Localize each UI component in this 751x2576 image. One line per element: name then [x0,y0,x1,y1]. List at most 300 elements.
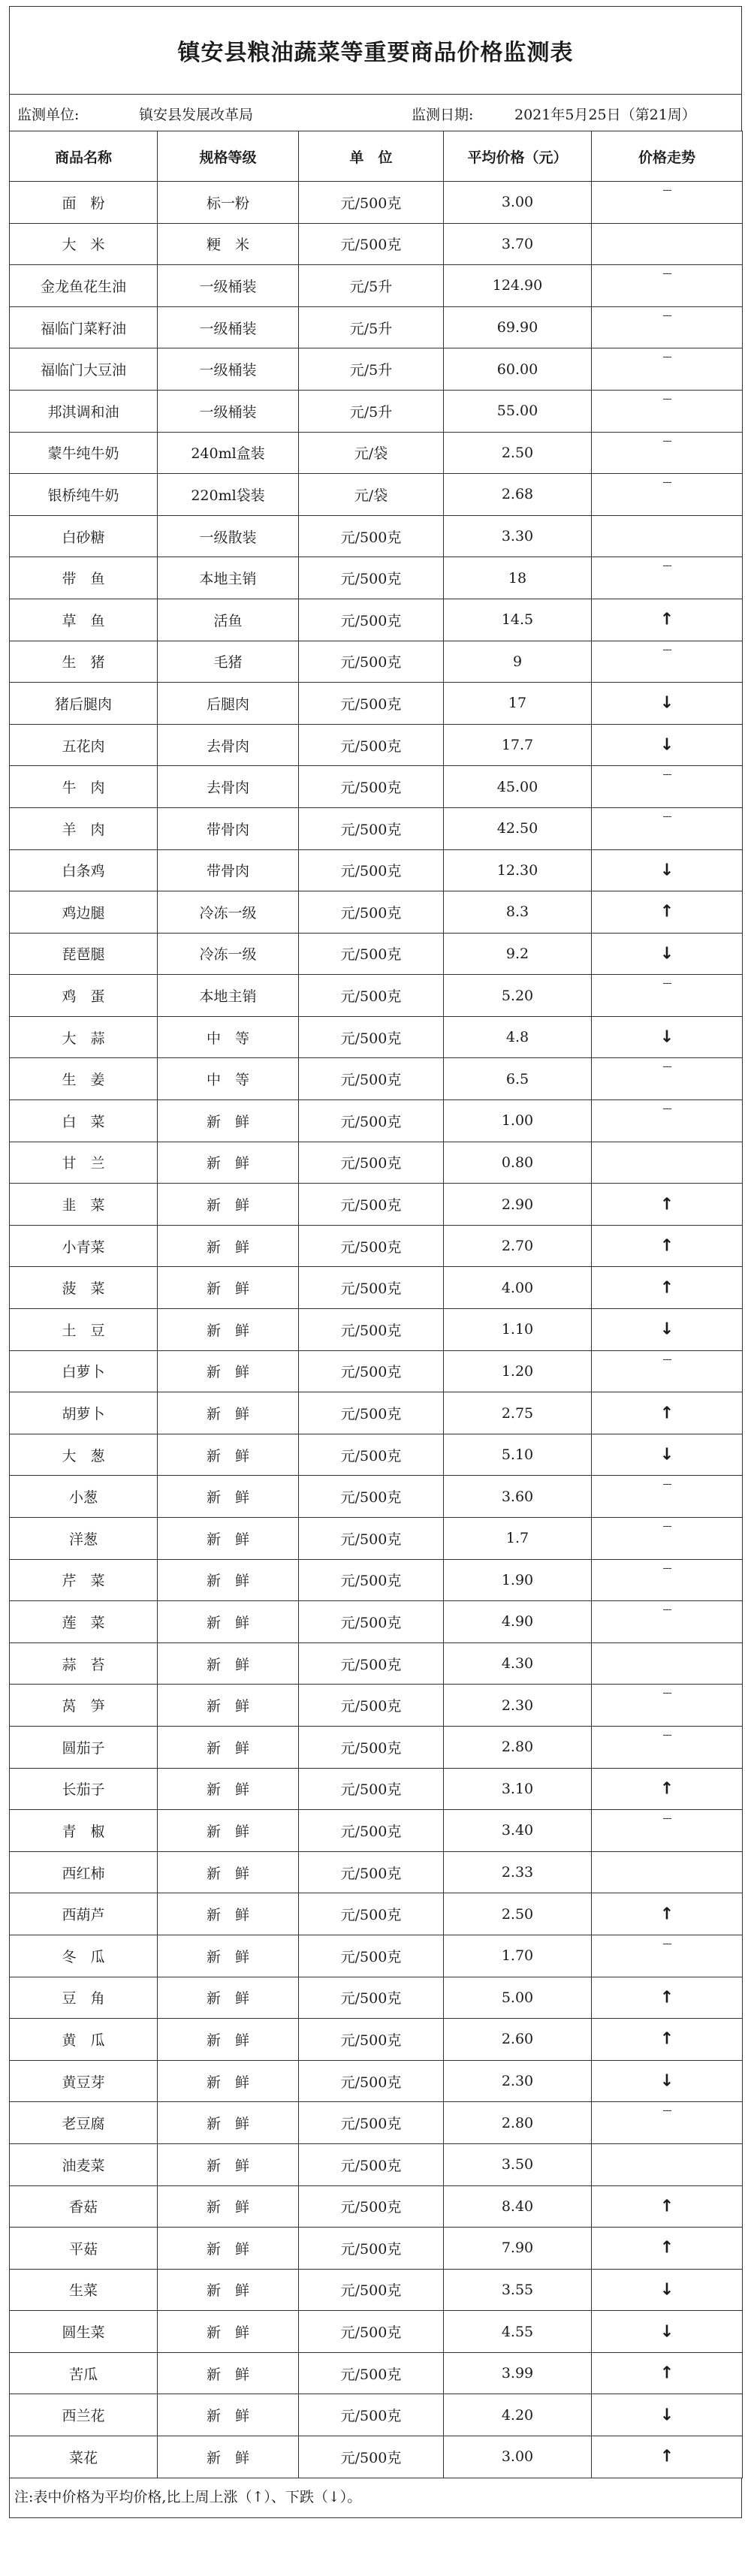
cell-price: 2.70 [444,1225,592,1267]
cell-trend [592,1476,743,1518]
trend-down-icon: ↓ [659,735,674,755]
cell-unit: 元/500克 [299,1642,444,1685]
trend-flat-mark: --- [662,1521,671,1532]
cell-spec: 新 鲜 [158,1142,299,1184]
cell-price: 3.70 [444,223,592,265]
cell-name: 菠 菜 [10,1267,158,1309]
col-header-spec: 规格等级 [158,131,299,182]
cell-unit: 元/500克 [299,2311,444,2353]
table-row [10,2311,743,2353]
cell-price: 124.90 [444,265,592,307]
cell-price: 8.40 [444,2185,592,2228]
cell-price: 12.30 [444,849,592,891]
cell-trend [592,1935,743,1977]
cell-price: 2.80 [444,2102,592,2144]
date-value: 2021年5月25日（第21周） [514,107,696,123]
table-row [10,515,743,557]
trend-up-icon: ↑ [659,1779,674,1799]
cell-price: 1.20 [444,1350,592,1392]
cell-name: 豆 角 [10,1977,158,2019]
cell-spec: 新 鲜 [158,1267,299,1309]
cell-unit: 元/袋 [299,474,444,516]
cell-spec: 一级桶装 [158,306,299,348]
table-body [10,182,743,2478]
table-row [10,1893,743,1935]
cell-name: 猪后腿肉 [10,683,158,725]
cell-unit: 元/500克 [299,1768,444,1810]
cell-price: 9.2 [444,933,592,975]
cell-price: 3.99 [444,2352,592,2394]
cell-trend [592,933,743,975]
trend-flat-mark: --- [662,1729,671,1741]
cell-trend [592,557,743,599]
cell-price: 45.00 [444,766,592,808]
cell-name: 平菇 [10,2228,158,2270]
table-row [10,2394,743,2436]
cell-trend [592,1768,743,1810]
cell-name: 莲 菜 [10,1601,158,1643]
table-row [10,807,743,849]
trend-up-icon: ↑ [659,1195,674,1214]
cell-trend [592,432,743,474]
table-row [10,265,743,307]
table-row [10,2436,743,2478]
cell-trend [592,1100,743,1142]
cell-trend [592,1434,743,1476]
cell-trend [592,1559,743,1601]
table-row [10,1935,743,1977]
cell-name: 冬 瓜 [10,1935,158,1977]
trend-up-icon: ↑ [659,902,674,922]
table-row [10,1058,743,1100]
unit-label: 监测单位: [17,107,80,123]
trend-down-icon: ↓ [659,861,674,880]
cell-name: 福临门菜籽油 [10,306,158,348]
cell-trend [592,2102,743,2144]
cell-name: 带 鱼 [10,557,158,599]
cell-unit: 元/500克 [299,1100,444,1142]
trend-flat-mark: --- [662,1479,671,1491]
table-row [10,182,743,224]
cell-name: 金龙鱼花生油 [10,265,158,307]
cell-price: 55.00 [444,390,592,432]
cell-spec: 标一粉 [158,182,299,224]
cell-name: 黄豆芽 [10,2060,158,2102]
cell-price: 3.55 [444,2269,592,2311]
cell-unit: 元/500克 [299,1016,444,1058]
cell-spec: 新 鲜 [158,1518,299,1560]
cell-price: 3.50 [444,2143,592,2185]
cell-name: 大 蒜 [10,1016,158,1058]
cell-spec: 新 鲜 [158,1642,299,1685]
cell-price: 3.60 [444,1476,592,1518]
cell-trend [592,1267,743,1309]
cell-name: 黄 瓜 [10,2019,158,2061]
cell-name: 菜花 [10,2436,158,2478]
cell-trend [592,724,743,766]
cell-trend [592,390,743,432]
table-row [10,933,743,975]
cell-name: 莴 笋 [10,1685,158,1727]
cell-trend [592,849,743,891]
cell-trend [592,1810,743,1852]
cell-trend [592,766,743,808]
cell-spec: 本地主销 [158,557,299,599]
cell-spec: 活鱼 [158,599,299,641]
trend-up-icon: ↑ [659,2197,674,2216]
cell-price: 3.10 [444,1768,592,1810]
table-row [10,1601,743,1643]
cell-name: 鸡 蛋 [10,975,158,1017]
cell-unit: 元/500克 [299,1058,444,1100]
cell-price: 3.30 [444,515,592,557]
cell-trend [592,1642,743,1685]
cell-spec: 新 鲜 [158,2143,299,2185]
trend-flat-mark: --- [662,1688,671,1700]
cell-name: 圆生菜 [10,2311,158,2353]
trend-flat-mark: --- [662,477,671,489]
cell-trend [592,975,743,1017]
cell-trend [592,1016,743,1058]
cell-unit: 元/500克 [299,1434,444,1476]
table-row [10,1225,743,1267]
trend-down-icon: ↓ [659,2322,674,2342]
cell-name: 胡萝卜 [10,1392,158,1434]
cell-price: 69.90 [444,306,592,348]
cell-spec: 新 鲜 [158,1350,299,1392]
cell-name: 福临门大豆油 [10,348,158,391]
cell-spec: 新 鲜 [158,2269,299,2311]
cell-name: 芹 菜 [10,1559,158,1601]
cell-trend [592,1726,743,1768]
cell-spec: 新 鲜 [158,1225,299,1267]
table-row [10,348,743,391]
cell-spec: 新 鲜 [158,1309,299,1351]
table-row [10,1184,743,1226]
cell-price: 5.10 [444,1434,592,1476]
cell-spec: 一级桶装 [158,348,299,391]
trend-up-icon: ↑ [659,2029,674,2049]
table-row [10,1851,743,1893]
cell-price: 8.3 [444,891,592,934]
trend-flat-mark: --- [662,185,671,196]
cell-unit: 元/500克 [299,1267,444,1309]
cell-trend [592,1058,743,1100]
trend-flat-mark: --- [662,1604,671,1616]
cell-trend [592,2436,743,2478]
table-row [10,849,743,891]
cell-spec: 新 鲜 [158,1893,299,1935]
cell-name: 白砂糖 [10,515,158,557]
cell-trend [592,348,743,391]
cell-price: 2.30 [444,2060,592,2102]
cell-name: 白条鸡 [10,849,158,891]
cell-price: 2.33 [444,1851,592,1893]
cell-price: 9 [444,641,592,683]
cell-unit: 元/500克 [299,1392,444,1434]
cell-trend [592,515,743,557]
cell-name: 长茄子 [10,1768,158,1810]
trend-up-icon: ↑ [659,2238,674,2258]
trend-up-icon: ↑ [659,1988,674,2007]
cell-unit: 元/500克 [299,975,444,1017]
cell-name: 青 椒 [10,1810,158,1852]
cell-trend [592,1350,743,1392]
cell-name: 白 菜 [10,1100,158,1142]
cell-name: 生 姜 [10,1058,158,1100]
cell-unit: 元/500克 [299,1685,444,1727]
cell-price: 3.00 [444,2436,592,2478]
table-row [10,891,743,934]
cell-price: 2.75 [444,1392,592,1434]
cell-price: 2.50 [444,432,592,474]
cell-price: 3.00 [444,182,592,224]
cell-trend [592,2269,743,2311]
cell-unit: 元/500克 [299,683,444,725]
cell-spec: 新 鲜 [158,2436,299,2478]
cell-price: 7.90 [444,2228,592,2270]
cell-name: 小青菜 [10,1225,158,1267]
cell-price: 17 [444,683,592,725]
trend-flat-mark: --- [662,393,671,405]
trend-up-icon: ↑ [659,1236,674,1256]
table-row [10,2019,743,2061]
meta-row [9,94,742,131]
cell-spec: 新 鲜 [158,1601,299,1643]
col-header-price: 平均价格（元） [444,131,592,182]
table-row [10,1142,743,1184]
cell-unit: 元/500克 [299,1476,444,1518]
cell-trend [592,2185,743,2228]
cell-spec: 后腿肉 [158,683,299,725]
cell-spec: 新 鲜 [158,2352,299,2394]
cell-price: 4.30 [444,1642,592,1685]
table-row [10,1518,743,1560]
trend-flat-mark: --- [662,644,671,656]
cell-unit: 元/500克 [299,807,444,849]
cell-trend [592,2143,743,2185]
table-row [10,557,743,599]
cell-price: 2.30 [444,1685,592,1727]
table-row [10,1559,743,1601]
cell-price: 0.80 [444,1142,592,1184]
trend-flat-mark: --- [662,1061,671,1073]
cell-name: 圆茄子 [10,1726,158,1768]
cell-name: 琵琶腿 [10,933,158,975]
cell-unit: 元/500克 [299,2143,444,2185]
cell-spec: 一级桶装 [158,265,299,307]
cell-trend [592,641,743,683]
cell-price: 4.8 [444,1016,592,1058]
cell-name: 西红柿 [10,1851,158,1893]
trend-down-icon: ↓ [659,693,674,713]
cell-spec: 新 鲜 [158,1935,299,1977]
trend-up-icon: ↑ [659,2447,674,2466]
trend-flat-mark: --- [662,1813,671,1825]
cell-spec: 新 鲜 [158,2185,299,2228]
cell-spec: 新 鲜 [158,1768,299,1810]
cell-spec: 新 鲜 [158,2394,299,2436]
cell-spec: 中 等 [158,1016,299,1058]
trend-flat-mark: --- [662,810,671,822]
cell-unit: 元/500克 [299,1518,444,1560]
cell-unit: 元/500克 [299,599,444,641]
cell-unit: 元/5升 [299,390,444,432]
cell-price: 2.60 [444,2019,592,2061]
cell-unit: 元/500克 [299,1935,444,1977]
cell-spec: 新 鲜 [158,1100,299,1142]
table-row [10,1642,743,1685]
trend-flat-mark: --- [662,309,671,321]
trend-flat-mark: --- [662,1353,671,1365]
cell-trend [592,683,743,725]
cell-trend [592,2228,743,2270]
cell-name: 油麦菜 [10,2143,158,2185]
cell-spec: 新 鲜 [158,1184,299,1226]
cell-name: 土 豆 [10,1309,158,1351]
table-row [10,683,743,725]
table-row [10,1267,743,1309]
cell-name: 大 葱 [10,1434,158,1476]
cell-trend [592,223,743,265]
cell-trend [592,891,743,934]
cell-price: 2.50 [444,1893,592,1935]
cell-name: 苦瓜 [10,2352,158,2394]
cell-spec: 一级散装 [158,515,299,557]
cell-trend [592,1392,743,1434]
cell-spec: 240ml盒装 [158,432,299,474]
cell-price: 60.00 [444,348,592,391]
cell-spec: 新 鲜 [158,1392,299,1434]
table-row [10,1476,743,1518]
cell-price: 4.90 [444,1601,592,1643]
trend-down-icon: ↓ [659,944,674,964]
cell-unit: 元/500克 [299,2394,444,2436]
trend-flat-mark: --- [662,560,671,572]
cell-spec: 带骨肉 [158,807,299,849]
footnote: 注:表中价格为平均价格,比上周上涨（↑）、下跌（↓）。 [9,2478,742,2518]
cell-unit: 元/500克 [299,724,444,766]
table-row [10,975,743,1017]
cell-spec: 中 等 [158,1058,299,1100]
cell-unit: 元/500克 [299,1726,444,1768]
cell-unit: 元/500克 [299,1977,444,2019]
cell-unit: 元/袋 [299,432,444,474]
trend-down-icon: ↓ [659,2280,674,2300]
cell-name: 蒜 苔 [10,1642,158,1685]
cell-spec: 新 鲜 [158,2060,299,2102]
cell-price: 1.70 [444,1935,592,1977]
col-header-trend: 价格走势 [592,131,743,182]
cell-spec: 带骨肉 [158,849,299,891]
cell-unit: 元/500克 [299,2269,444,2311]
cell-spec: 冷冻一级 [158,933,299,975]
cell-trend [592,1518,743,1560]
cell-trend [592,1685,743,1727]
cell-price: 6.5 [444,1058,592,1100]
trend-up-icon: ↑ [659,1404,674,1423]
unit-value: 镇安县发展改革局 [139,107,254,123]
cell-name: 老豆腐 [10,2102,158,2144]
cell-unit: 元/500克 [299,2019,444,2061]
cell-trend [592,1601,743,1643]
cell-price: 1.90 [444,1559,592,1601]
cell-unit: 元/500克 [299,1810,444,1852]
cell-name: 五花肉 [10,724,158,766]
cell-name: 邦淇调和油 [10,390,158,432]
cell-name: 香菇 [10,2185,158,2228]
cell-unit: 元/5升 [299,306,444,348]
table-row [10,2143,743,2185]
table-row [10,223,743,265]
cell-trend [592,1893,743,1935]
cell-unit: 元/5升 [299,348,444,391]
cell-price: 1.7 [444,1518,592,1560]
cell-name: 白萝卜 [10,1350,158,1392]
page-title: 镇安县粮油蔬菜等重要商品价格监测表 [9,6,742,94]
trend-flat-mark: --- [662,978,671,990]
cell-spec: 新 鲜 [158,1851,299,1893]
cell-unit: 元/500克 [299,515,444,557]
cell-unit: 元/500克 [299,1601,444,1643]
table-row [10,1309,743,1351]
cell-spec: 新 鲜 [158,2228,299,2270]
cell-name: 蒙牛纯牛奶 [10,432,158,474]
table-row [10,1350,743,1392]
cell-spec: 一级桶装 [158,390,299,432]
cell-spec: 粳 米 [158,223,299,265]
cell-trend [592,2060,743,2102]
trend-flat-mark: --- [662,769,671,781]
cell-price: 5.00 [444,1977,592,2019]
cell-unit: 元/500克 [299,1184,444,1226]
cell-trend [592,807,743,849]
cell-price: 2.68 [444,474,592,516]
table-header-row [10,131,743,182]
cell-spec: 本地主销 [158,975,299,1017]
cell-spec: 新 鲜 [158,1810,299,1852]
trend-flat-mark: --- [662,1103,671,1115]
cell-name: 洋葱 [10,1518,158,1560]
cell-trend [592,1309,743,1351]
cell-trend [592,2019,743,2061]
table-row [10,2269,743,2311]
cell-spec: 新 鲜 [158,2311,299,2353]
cell-unit: 元/5升 [299,265,444,307]
cell-trend [592,306,743,348]
table-row [10,1977,743,2019]
cell-unit: 元/500克 [299,2185,444,2228]
trend-flat-mark: --- [662,351,671,363]
cell-spec: 去骨肉 [158,766,299,808]
trend-down-icon: ↓ [659,1445,674,1464]
table-row [10,474,743,516]
cell-name: 生菜 [10,2269,158,2311]
cell-price: 5.20 [444,975,592,1017]
cell-price: 17.7 [444,724,592,766]
table-row [10,724,743,766]
cell-price: 42.50 [444,807,592,849]
cell-trend [592,1225,743,1267]
cell-spec: 220ml袋装 [158,474,299,516]
cell-price: 18 [444,557,592,599]
cell-unit: 元/500克 [299,1893,444,1935]
cell-name: 西兰花 [10,2394,158,2436]
cell-trend [592,1184,743,1226]
table-row [10,390,743,432]
trend-flat-mark: --- [662,1562,671,1574]
cell-spec: 新 鲜 [158,1559,299,1601]
